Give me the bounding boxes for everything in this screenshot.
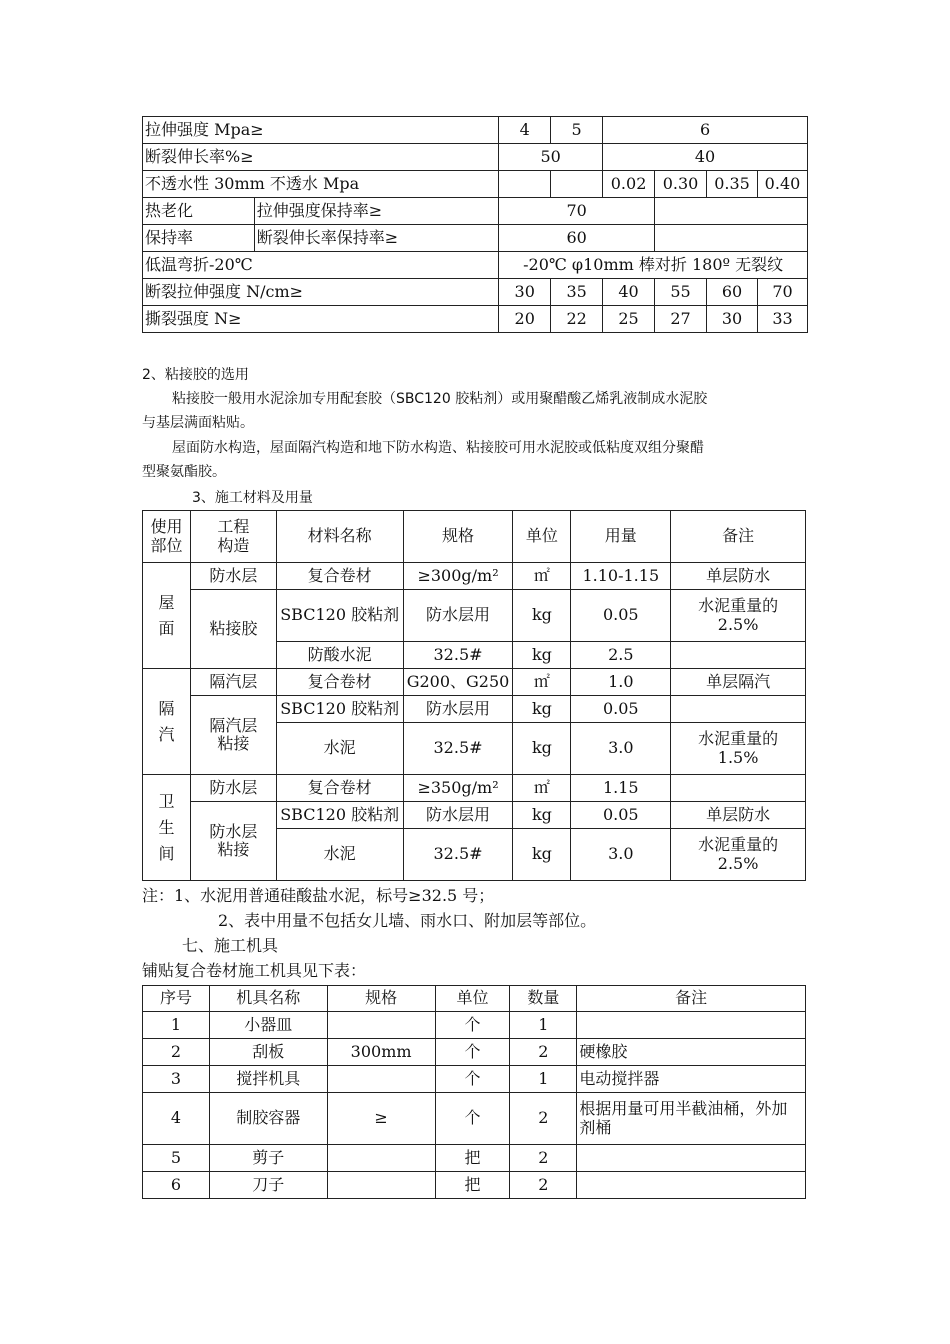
header-part: 使用 部位 (143, 511, 191, 563)
cell: 个 (435, 1066, 510, 1093)
cell: 4 (499, 117, 551, 144)
note-1: 注：1、水泥用普通硅酸盐水泥，标号≥32.5 号； (142, 886, 495, 905)
header-unit: 单位 (513, 511, 571, 563)
cell: SBC120 胶粘剂 (276, 590, 403, 642)
table-row (143, 563, 806, 590)
cell (577, 1145, 806, 1172)
cell: 硬橡胶 (577, 1039, 806, 1066)
cell: kg (513, 829, 571, 881)
cell: 5 (551, 117, 603, 144)
cell: -20℃ φ10mm 棒对折 180º 无裂纹 (499, 252, 808, 279)
cell: 单层防水 (671, 563, 806, 590)
row-sublabel: 断裂伸长率保持率≥ (254, 225, 498, 252)
cell: 2 (143, 1039, 210, 1066)
part-roof: 屋 面 (143, 563, 191, 669)
header-cell: 机具名称 (209, 986, 327, 1012)
header-row (143, 986, 806, 1012)
cell: 35 (551, 279, 603, 306)
cell: 70 (757, 279, 807, 306)
header-cell: 规格 (327, 986, 435, 1012)
table-row (143, 669, 806, 696)
cell: 4 (143, 1093, 210, 1145)
table-row (143, 1012, 806, 1039)
cell: 25 (603, 306, 655, 333)
cell: 60 (499, 225, 655, 252)
cell: 单层隔汽 (671, 669, 806, 696)
cell: 70 (499, 198, 655, 225)
cell: 防水层用 (403, 696, 513, 723)
cell: 2.5 (571, 642, 671, 669)
header-cell: 备注 (577, 986, 806, 1012)
cell: 刀子 (209, 1172, 327, 1199)
cell: 1.15 (571, 775, 671, 802)
table-row (143, 171, 808, 198)
cell: 隔汽层 粘接 (190, 696, 276, 775)
cell: 30 (499, 279, 551, 306)
row-label: 不透水性 30mm 不透水 Mpa (143, 171, 499, 198)
cell: 防水层 (190, 775, 276, 802)
cell: SBC120 胶粘剂 (276, 696, 403, 723)
cell (577, 1172, 806, 1199)
header-struct: 工程 构造 (190, 511, 276, 563)
header-note: 备注 (671, 511, 806, 563)
row-label: 保持率 (143, 225, 255, 252)
cell: 300mm (327, 1039, 435, 1066)
paragraph: 与基层满面粘贴。 (142, 415, 254, 431)
paragraph: 铺贴复合卷材施工机具见下表： (142, 961, 367, 980)
cell: 2 (510, 1093, 577, 1145)
cell: 1 (143, 1012, 210, 1039)
table-row (143, 1093, 806, 1145)
cell: 32.5# (403, 829, 513, 881)
cell (671, 642, 806, 669)
cell: 5 (143, 1145, 210, 1172)
cell: 40 (603, 144, 808, 171)
cell: 50 (499, 144, 603, 171)
cell: ㎡ (513, 775, 571, 802)
cell: 水泥重量的 2.5% (671, 590, 806, 642)
row-label: 低温弯折-20℃ (143, 252, 499, 279)
table-row (143, 1145, 806, 1172)
cell: 个 (435, 1093, 510, 1145)
cell: 27 (655, 306, 707, 333)
row-label: 断裂伸长率%≥ (143, 144, 499, 171)
table-row (143, 590, 806, 642)
header-name: 材料名称 (276, 511, 403, 563)
cell: 55 (655, 279, 707, 306)
cell: ≥350g/m² (403, 775, 513, 802)
cell: 把 (435, 1145, 510, 1172)
cell: 单层防水 (671, 802, 806, 829)
cell: 防水层 (190, 563, 276, 590)
materials-table (142, 510, 806, 881)
properties-table (142, 116, 808, 333)
cell: ≥ (327, 1093, 435, 1145)
cell: G200、G250 (403, 669, 513, 696)
part-bathroom: 卫 生 间 (143, 775, 191, 881)
cell: ㎡ (513, 669, 571, 696)
section-heading: 七、施工机具 (182, 936, 279, 955)
header-row (143, 511, 806, 563)
cell: 复合卷材 (276, 563, 403, 590)
cell: 复合卷材 (276, 669, 403, 696)
table-row (143, 802, 806, 829)
table-row (143, 279, 808, 306)
cell: 防水层 粘接 (190, 802, 276, 881)
cell (671, 696, 806, 723)
table-row (143, 1066, 806, 1093)
row-label: 热老化 (143, 198, 255, 225)
cell: 0.30 (655, 171, 707, 198)
paragraph: 型聚氨酯胶。 (142, 464, 226, 480)
cell: 3.0 (571, 723, 671, 775)
cell (327, 1012, 435, 1039)
cell: 32.5# (403, 723, 513, 775)
cell: 刮板 (209, 1039, 327, 1066)
cell: 40 (603, 279, 655, 306)
cell: 2 (510, 1145, 577, 1172)
cell (499, 171, 551, 198)
cell: 剪子 (209, 1145, 327, 1172)
header-spec: 规格 (403, 511, 513, 563)
note-2: 2、表中用量不包括女儿墙、雨水口、附加层等部位。 (218, 911, 597, 930)
cell: 复合卷材 (276, 775, 403, 802)
cell: kg (513, 723, 571, 775)
cell: 30 (707, 306, 758, 333)
cell: kg (513, 696, 571, 723)
cell: 1 (510, 1012, 577, 1039)
cell: 2 (510, 1039, 577, 1066)
table-row (143, 1172, 806, 1199)
cell: 0.05 (571, 696, 671, 723)
cell: 防水层用 (403, 590, 513, 642)
cell (577, 1012, 806, 1039)
cell: 隔汽层 (190, 669, 276, 696)
cell: 水泥 (276, 723, 403, 775)
cell: 水泥重量的 1.5% (671, 723, 806, 775)
cell: 水泥 (276, 829, 403, 881)
cell (551, 171, 603, 198)
row-label: 拉伸强度 Mpa≥ (143, 117, 499, 144)
cell (655, 198, 808, 225)
cell: 1 (510, 1066, 577, 1093)
cell: 防水层用 (403, 802, 513, 829)
table-row (143, 696, 806, 723)
header-cell: 数量 (510, 986, 577, 1012)
table-row (143, 252, 808, 279)
cell: 电动搅拌器 (577, 1066, 806, 1093)
row-label: 撕裂强度 N≥ (143, 306, 499, 333)
cell: 0.05 (571, 590, 671, 642)
cell: SBC120 胶粘剂 (276, 802, 403, 829)
section-heading: 2、粘接胶的选用 (142, 367, 249, 383)
cell: 粘接胶 (190, 590, 276, 669)
cell: 32.5# (403, 642, 513, 669)
cell: 个 (435, 1012, 510, 1039)
tools-table (142, 985, 806, 1199)
section-heading: 3、施工材料及用量 (192, 490, 313, 506)
cell: kg (513, 642, 571, 669)
cell: 防酸水泥 (276, 642, 403, 669)
row-label: 断裂拉伸强度 N/cm≥ (143, 279, 499, 306)
table-row (143, 225, 808, 252)
cell: ㎡ (513, 563, 571, 590)
cell: 水泥重量的 2.5% (671, 829, 806, 881)
table-row (143, 306, 808, 333)
cell: 60 (707, 279, 758, 306)
cell (671, 775, 806, 802)
cell: kg (513, 802, 571, 829)
paragraph: 屋面防水构造，屋面隔汽构造和地下防水构造、粘接胶可用水泥胶或低粘度双组分聚醋 (172, 440, 704, 456)
cell: 0.40 (757, 171, 807, 198)
header-qty: 用量 (571, 511, 671, 563)
cell: 0.02 (603, 171, 655, 198)
cell (655, 225, 808, 252)
header-cell: 序号 (143, 986, 210, 1012)
cell: 小器皿 (209, 1012, 327, 1039)
cell: 3 (143, 1066, 210, 1093)
row-sublabel: 拉伸强度保持率≥ (254, 198, 498, 225)
cell: 3.0 (571, 829, 671, 881)
cell: 1.10-1.15 (571, 563, 671, 590)
table-row (143, 775, 806, 802)
cell: 0.35 (707, 171, 758, 198)
cell (327, 1066, 435, 1093)
cell (327, 1172, 435, 1199)
cell: kg (513, 590, 571, 642)
cell: 把 (435, 1172, 510, 1199)
table-row (143, 117, 808, 144)
cell: 6 (603, 117, 808, 144)
cell: 2 (510, 1172, 577, 1199)
cell: 20 (499, 306, 551, 333)
cell: 个 (435, 1039, 510, 1066)
table-row (143, 144, 808, 171)
cell: 1.0 (571, 669, 671, 696)
table-row (143, 1039, 806, 1066)
cell: 22 (551, 306, 603, 333)
cell: 0.05 (571, 802, 671, 829)
cell: 制胶容器 (209, 1093, 327, 1145)
cell: 6 (143, 1172, 210, 1199)
cell (327, 1145, 435, 1172)
cell: 根据用量可用半截油桶，外加剂桶 (577, 1093, 806, 1145)
cell: 33 (757, 306, 807, 333)
table-row (143, 198, 808, 225)
header-cell: 单位 (435, 986, 510, 1012)
cell: ≥300g/m² (403, 563, 513, 590)
paragraph: 粘接胶一般用水泥涂加专用配套胶（SBC120 胶粘剂）或用聚醋酸乙烯乳液制成水泥胶 (172, 391, 708, 407)
part-vapor: 隔 汽 (143, 669, 191, 775)
cell: 搅拌机具 (209, 1066, 327, 1093)
